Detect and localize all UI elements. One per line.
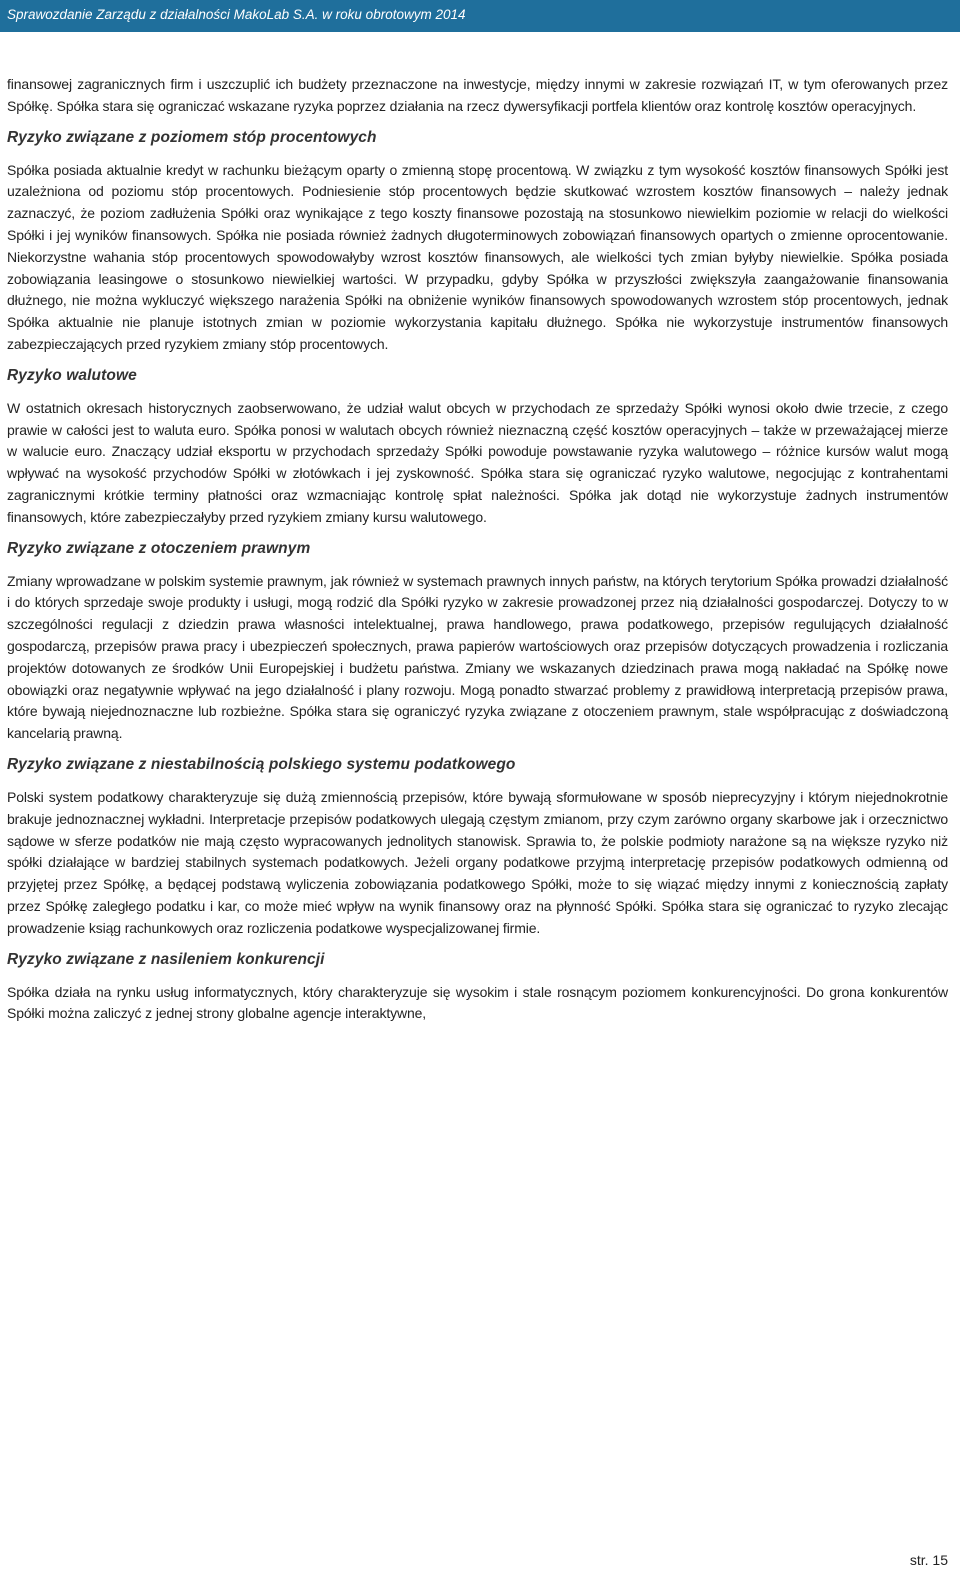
section-heading: Ryzyko walutowe: [7, 366, 137, 384]
section-heading: Ryzyko związane z poziomem stóp procentowych: [7, 128, 377, 146]
body-paragraph: finansowej zagranicznych firm i uszczuplić ich budżety przeznaczone na inwestycje, między innymi w zakresie rozwiązań IT, w tym oferowanych przez Spółkę. Spółka stara się ograniczać wskazane ryzyka poprzez działania na rzecz dywersyfikacji portfela klientów oraz kontrolę kosztów operacyjnych.: [7, 76, 948, 114]
body-paragraph: W ostatnich okresach historycznych zaobserwowano, że udział walut obcych w przychodach ze sprzedaży Spółki wynosi około dwie trzecie, z czego prawie w całości jest to waluta euro. Spółka ponosi w walutach obcych również nieznaczną część kosztów operacyjnych – także w przeważającej mierze w walucie euro. Znaczący udział eksportu w przychodach sprzedaży Spółki powoduje powstawanie ryzyka walutowego – różnice kursów walut mogą wpływać na wysokość przychodów Spółki w złotówkach i jej zyskowność. Spółka stara się ograniczać ryzyko walutowe, negocjując z kontrahentami zagranicznymi krótkie terminy płatności oraz wzmacniając kontrolę spłat należności. Spółka jak dotąd nie wykorzystuje żadnych instrumentów finansowych, które zabezpieczałyby przed ryzykiem zmiany kursu walutowego.: [7, 399, 948, 525]
section-heading: Ryzyko związane z otoczeniem prawnym: [7, 539, 311, 557]
body-paragraph: Polski system podatkowy charakteryzuje się dużą zmiennością przepisów, które bywają sformułowane w sposób nieprecyzyjny i którym niejednokrotnie brakuje jednoznacznej wykładni. Interpretacje przepisów podatkowych ulegają częstym zmianom, przy czym zarówno organy skarbowe jak i orzecznictwo sądowe w sferze podatków nie mają często wypracowanych jednolitych stanowisk. Sprawia to, że polskie podmioty narażone są na większe ryzyko niż spółki działające w bardziej stabilnych systemach podatkowych. Jeżeli organy podatkowe przyjmą interpretację przepisów podatkowych odmienną od przyjętej przez Spółkę, a będącej podstawą wyliczenia zobowiązania podatkowego Spółki, może to się wiązać między innymi z koniecznością zapłaty przez Spółkę zaległego podatku i kar, co może mieć wpływ na wynik finansowy oraz na płynność Spółki. Spółka stara się ograniczać to ryzyko zlecając prowadzenie ksiąg rachunkowych oraz rozliczenia podatkowe wyspecjalizowanej firmie.: [7, 788, 948, 936]
body-paragraph: Spółka działa na rynku usług informatycznych, który charakteryzuje się wysokim i stale rosnącym poziomem konkurencyjności. Do grona konkurentów Spółki można zaliczyć z jednej strony globalne agencje interaktywne,: [7, 983, 948, 1022]
body-paragraph: Zmiany wprowadzane w polskim systemie prawnym, jak również w systemach prawnych innych państw, na których terytorium Spółka prowadzi działalność i do których sprzedaje swoje produkty i usługi, mogą rodzić dla Spółki ryzyko w zakresie prowadzonej przez nią działalności gospodarczej. Dotyczy to w szczególności regulacji z dziedzin prawa własności intelektualnej, prawa handlowego, prawa podatkowego, przepisów regulujących działalność gospodarczą, przepisów prawa pracy i ubezpieczeń społecznych, prawa papierów wartościowych oraz przepisów dotyczących prowadzenia i rozliczania projektów dotowanych ze środków Unii Europejskiej i budżetu państwa. Zmiany we wskazanych dziedzinach prawa mogą nakładać na Spółkę nowe obowiązki oraz negatywnie wpływać na jego działalność i plany rozwoju. Mogą ponadto stwarzać problemy z prawidłową interpretacją przepisów prawa, które bywają niejednoznaczne lub rozbieżne. Spółka stara się ograniczyć ryzyka związane z otoczeniem prawnym, stale współpracując z doświadczoną kancelarią prawną.: [7, 572, 948, 742]
section-heading: Ryzyko związane z niestabilnością polskiego systemu podatkowego: [7, 755, 516, 773]
report-header-bar: [0, 0, 960, 32]
section-heading: Ryzyko związane z nasileniem konkurencji: [7, 950, 325, 968]
page-number: str. 15: [909, 1552, 948, 1568]
body-paragraph: Spółka posiada aktualnie kredyt w rachunku bieżącym oparty o zmienną stopę procentową. W związku z tym wysokość kosztów finansowych Spółki jest uzależniona od poziomu stóp procentowych. Podniesienie stóp procentowych będzie skutkować wzrostem kosztów finansowych – należy jednak zaznaczyć, że poziom zadłużenia Spółki oraz wynikające z tego koszty finansowe pozostają na stosunkowo niewielkim poziomie w relacji do wielkości Spółki i jej wyników finansowych. Spółka nie posiada również żadnych długoterminowych zobowiązań finansowych opartych o zmienne oprocentowanie. Niekorzystne wahania stóp procentowych spowodowałyby wzrost kosztów finansowych, ale wielkości tych zmian byłyby niewielkie. Spółka posiada zobowiązania leasingowe o stosunkowo niewielkiej wartości. W przypadku, gdyby Spółka w przyszłości zwiększyła zaangażowanie finansowania dłużnego, nie można wykluczyć większego narażenia Spółki na obniżenie wyników finansowych spowodowanych wzrostem stóp procentowych, jednak Spółka aktualnie nie planuje istotnych zmian w poziomie wykorzystania kapitału dłużnego. Spółka nie wykorzystuje instrumentów finansowych zabezpieczających przed ryzykiem zmiany stóp procentowych.: [7, 161, 948, 352]
document-body: [7, 74, 948, 1025]
report-header-title: Sprawozdanie Zarządu z działalności MakoLab S.A. w roku obrotowym 2014: [7, 7, 466, 22]
